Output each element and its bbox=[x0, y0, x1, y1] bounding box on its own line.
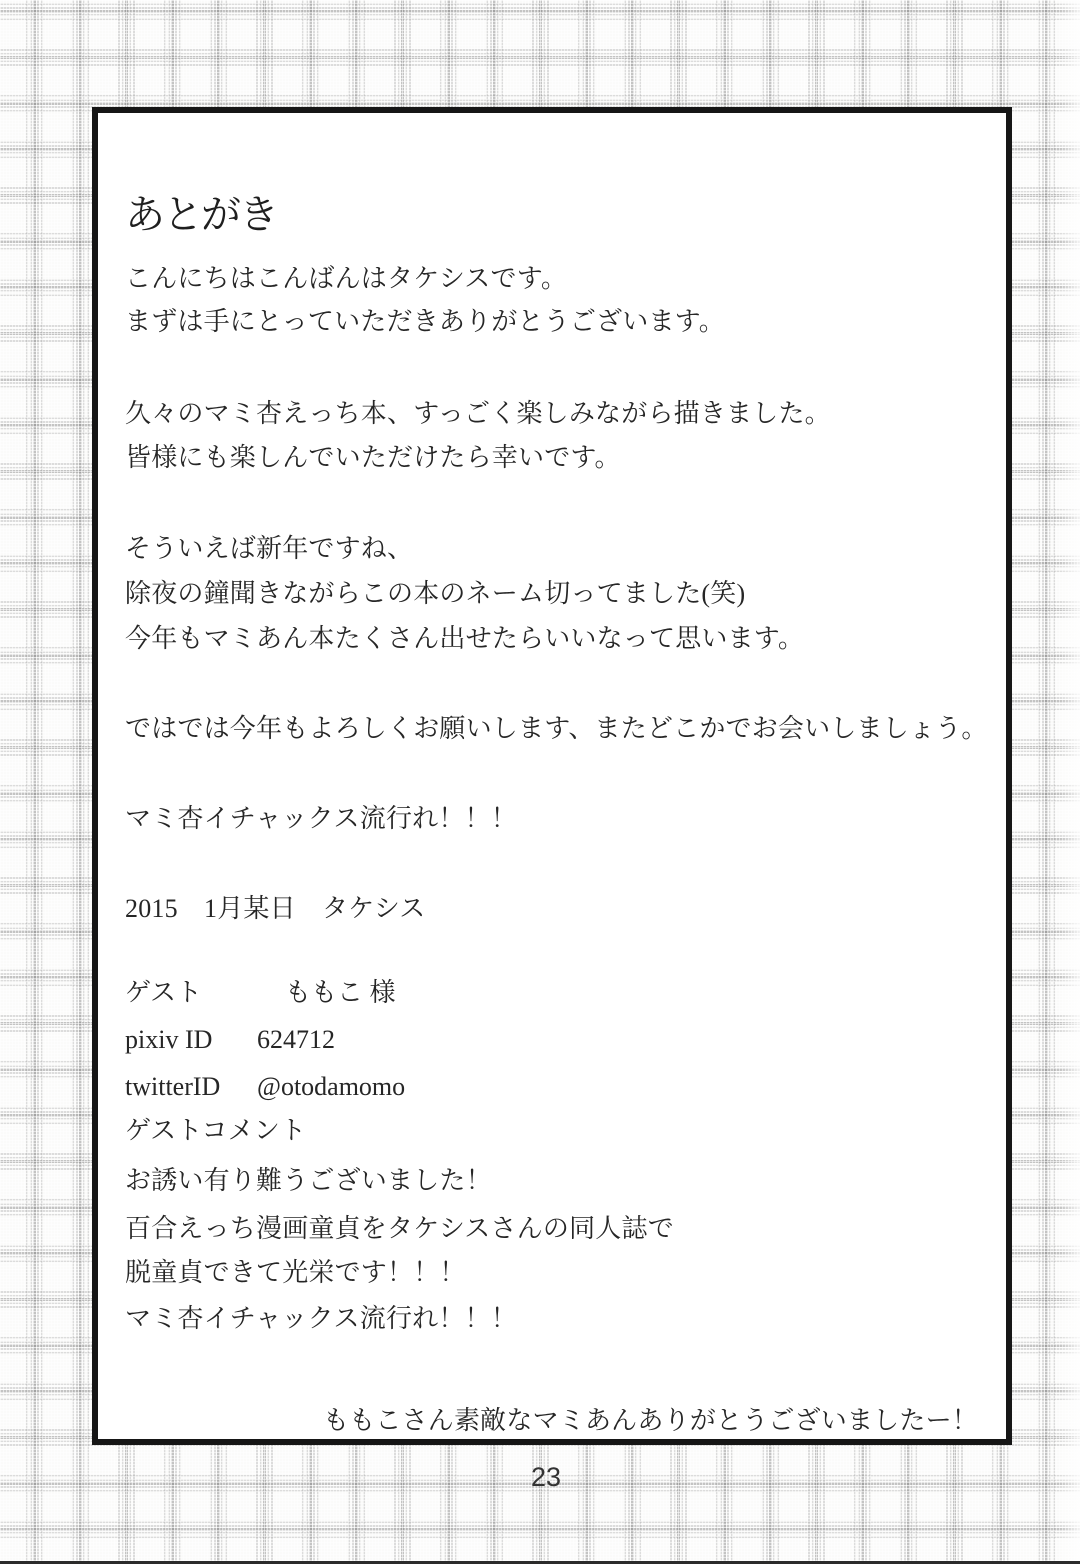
date-signature-line: 2015 1月某日 タケシス bbox=[125, 894, 426, 923]
guest-comment-line: 脱童貞できて光栄です！！！ bbox=[125, 1258, 466, 1287]
body-line: こんにちはこんばんはタケシスです。 bbox=[125, 264, 568, 293]
afterword-panel bbox=[92, 107, 1012, 1445]
pixiv-id-value: 624712 bbox=[257, 1025, 335, 1054]
guest-comment-line: マミ杏イチャックス流行れ！！！ bbox=[125, 1304, 517, 1333]
twitter-id-label: twitterID bbox=[125, 1072, 221, 1101]
scan-edge-fade bbox=[1060, 0, 1080, 1564]
guest-comment-heading: ゲストコメント bbox=[125, 1116, 307, 1145]
guest-name: ももこ 様 bbox=[285, 978, 396, 1007]
body-line: 皆様にも楽しんでいただけたら幸いです。 bbox=[125, 443, 621, 472]
guest-name-row bbox=[125, 972, 396, 1009]
guest-comment-line: お誘い有り難うございました！ bbox=[125, 1166, 492, 1195]
guest-comment-line: 百合えっち漫画童貞をタケシスさんの同人誌で bbox=[125, 1214, 674, 1243]
body-line: 除夜の鐘聞きながらこの本のネーム切ってました(笑) bbox=[125, 579, 746, 608]
twitter-id-row bbox=[125, 1072, 405, 1102]
pixiv-id-row bbox=[125, 1025, 335, 1055]
guest-label: ゲスト bbox=[125, 978, 202, 1007]
body-line: 久々のマミ杏えっち本、すっごく楽しみながら描きました。 bbox=[125, 399, 831, 428]
closing-note: ももこさん素敵なマミあんありがとうございましたー！ bbox=[322, 1406, 978, 1435]
twitter-id-value: @otodamomo bbox=[257, 1072, 406, 1101]
body-line: まずは手にとっていただきありがとうございます。 bbox=[125, 307, 726, 336]
body-line: そういえば新年ですね、 bbox=[125, 534, 414, 563]
body-line: 今年もマミあん本たくさん出せたらいいなって思います。 bbox=[125, 624, 805, 653]
page-number: 23 bbox=[530, 1462, 562, 1492]
body-line: ではでは今年もよろしくお願いします、またどこかでお会いしましょう。 bbox=[125, 714, 988, 743]
body-line: マミ杏イチャックス流行れ！！！ bbox=[125, 804, 517, 833]
page-title: あとがき bbox=[125, 192, 277, 237]
pixiv-id-label: pixiv ID bbox=[125, 1025, 213, 1054]
